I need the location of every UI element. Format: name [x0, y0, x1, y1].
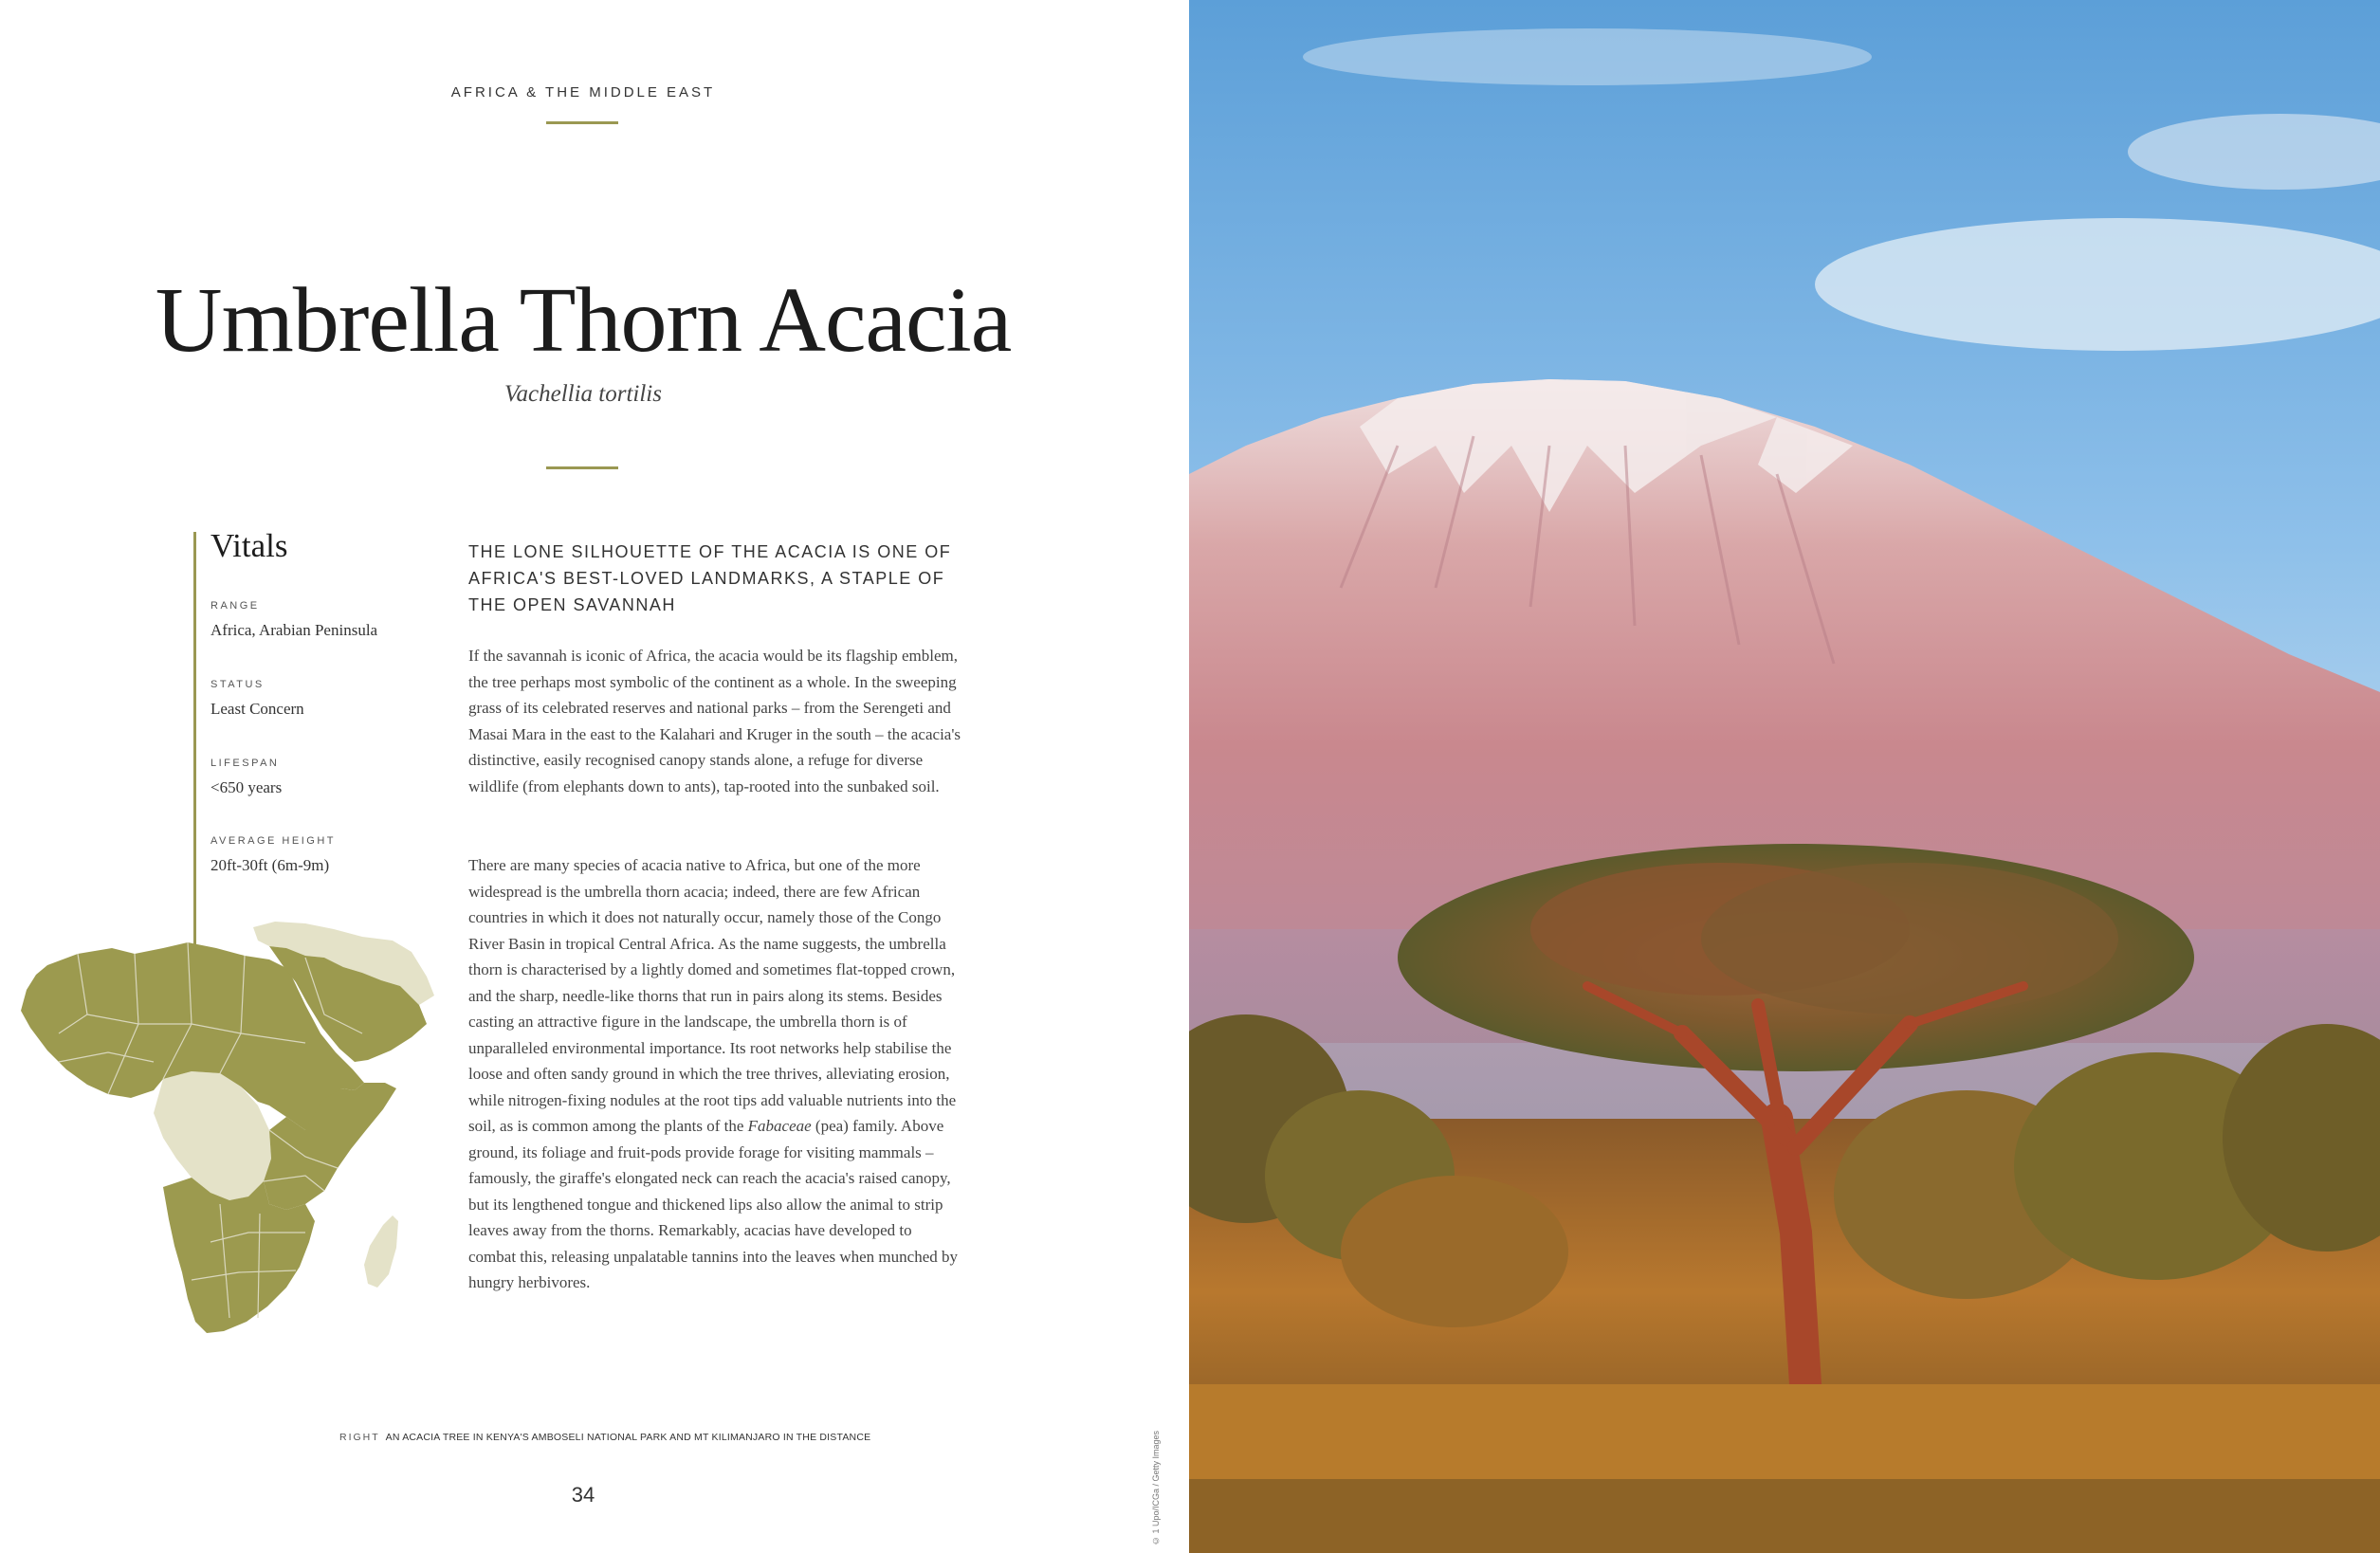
kilimanjaro-acacia-photo: [1189, 0, 2380, 1553]
vitals-status-label: STATUS: [211, 679, 265, 690]
lead-paragraph: THE LONE SILHOUETTE OF THE ACACIA IS ONE OF AFRICA'S BEST-LOVED LANDMARKS, A STAPLE OF THE OPEN SAVANNAH: [468, 542, 952, 614]
vitals-status-value: Least Concern: [211, 700, 304, 718]
photo-credit: © 1 Upo/ICGa / Getty Images: [1151, 1430, 1161, 1545]
title-rule: [546, 466, 618, 469]
vitals-lifespan-label: LIFESPAN: [211, 758, 280, 769]
body-paragraph-2: [468, 852, 961, 1296]
body-p1-text: If the savannah is iconic of Africa, the acacia would be its flagship emblem, the tree perhaps most symbolic of the continent as a whole. In the sweeping grass of its celebrated reserves and national parks – from the Serengeti and Masai Mara in the east to the Kalahari and Kruger in the south – the acacia's distinctive, easily recognised canopy stands alone, a refuge for diverse wildlife (from elephants down to ants), tap-rooted into the sunbaked soil.: [468, 647, 961, 795]
page-title: Umbrella Thorn Acacia: [155, 269, 1012, 372]
vitals-heading: Vitals: [211, 527, 288, 564]
vitals-bar: [193, 532, 196, 963]
body-p2-b: (pea) family. Above ground, its foliage and fruit-pods provide forage for visiting mammals – famously, the giraffe's elongated neck can reach the acacia's raised canopy, but its lengthened tongue and thickened lips also allow the animal to strip leaves away from the thorns. Remarkably, acacias have developed to combat this, releasing unpalatable tannins into the leaves when munched by hungry herbivores.: [468, 1117, 958, 1291]
body-p2-italic: Fabaceae: [747, 1117, 812, 1135]
body-paragraph-1: [468, 643, 961, 799]
section-label: AFRICA & THE MIDDLE EAST: [450, 84, 716, 100]
vitals-height-label: AVERAGE HEIGHT: [211, 835, 336, 847]
africa-range-map: [21, 920, 436, 1339]
body-p2-a: There are many species of acacia native to Africa, but one of the more widespread is the umbrella thorn acacia; indeed, there are few African countries in which it does not naturally occur, namely those of the Congo River Basin in tropical Central Africa. As the name suggests, the umbrella thorn is characterised by a lightly domed and sometimes flat-topped crown, and the sharp, needle-like thorns that run in pairs along its stems. Besides casting an attractive figure in the landscape, the umbrella thorn is of unparalleled environmental importance. Its root networks help stabilise the loose and often sandy ground in which the tree thrives, alleviating erosion, while nitrogen-fixing nodules at the root tips add valuable nutrients into the soil, as is common among the plants of the: [468, 856, 957, 1135]
page-number: 34: [571, 1483, 595, 1507]
scientific-name: Vachellia tortilis: [504, 381, 662, 407]
top-rule: [546, 121, 618, 124]
photo-caption: [339, 1432, 870, 1443]
vitals-lifespan-value: <650 years: [211, 778, 283, 796]
vitals-range-label: RANGE: [211, 600, 260, 612]
vitals-height-value: 20ft-30ft (6m-9m): [211, 856, 330, 874]
left-page: [0, 0, 1189, 1553]
caption-text: AN ACACIA TREE IN KENYA'S AMBOSELI NATIONAL PARK AND MT KILIMANJARO IN THE DISTANCE: [385, 1432, 871, 1443]
caption-direction: RIGHT: [339, 1432, 380, 1443]
right-page-photo: [1189, 0, 2380, 1553]
vitals-range-value: Africa, Arabian Peninsula: [211, 621, 378, 639]
